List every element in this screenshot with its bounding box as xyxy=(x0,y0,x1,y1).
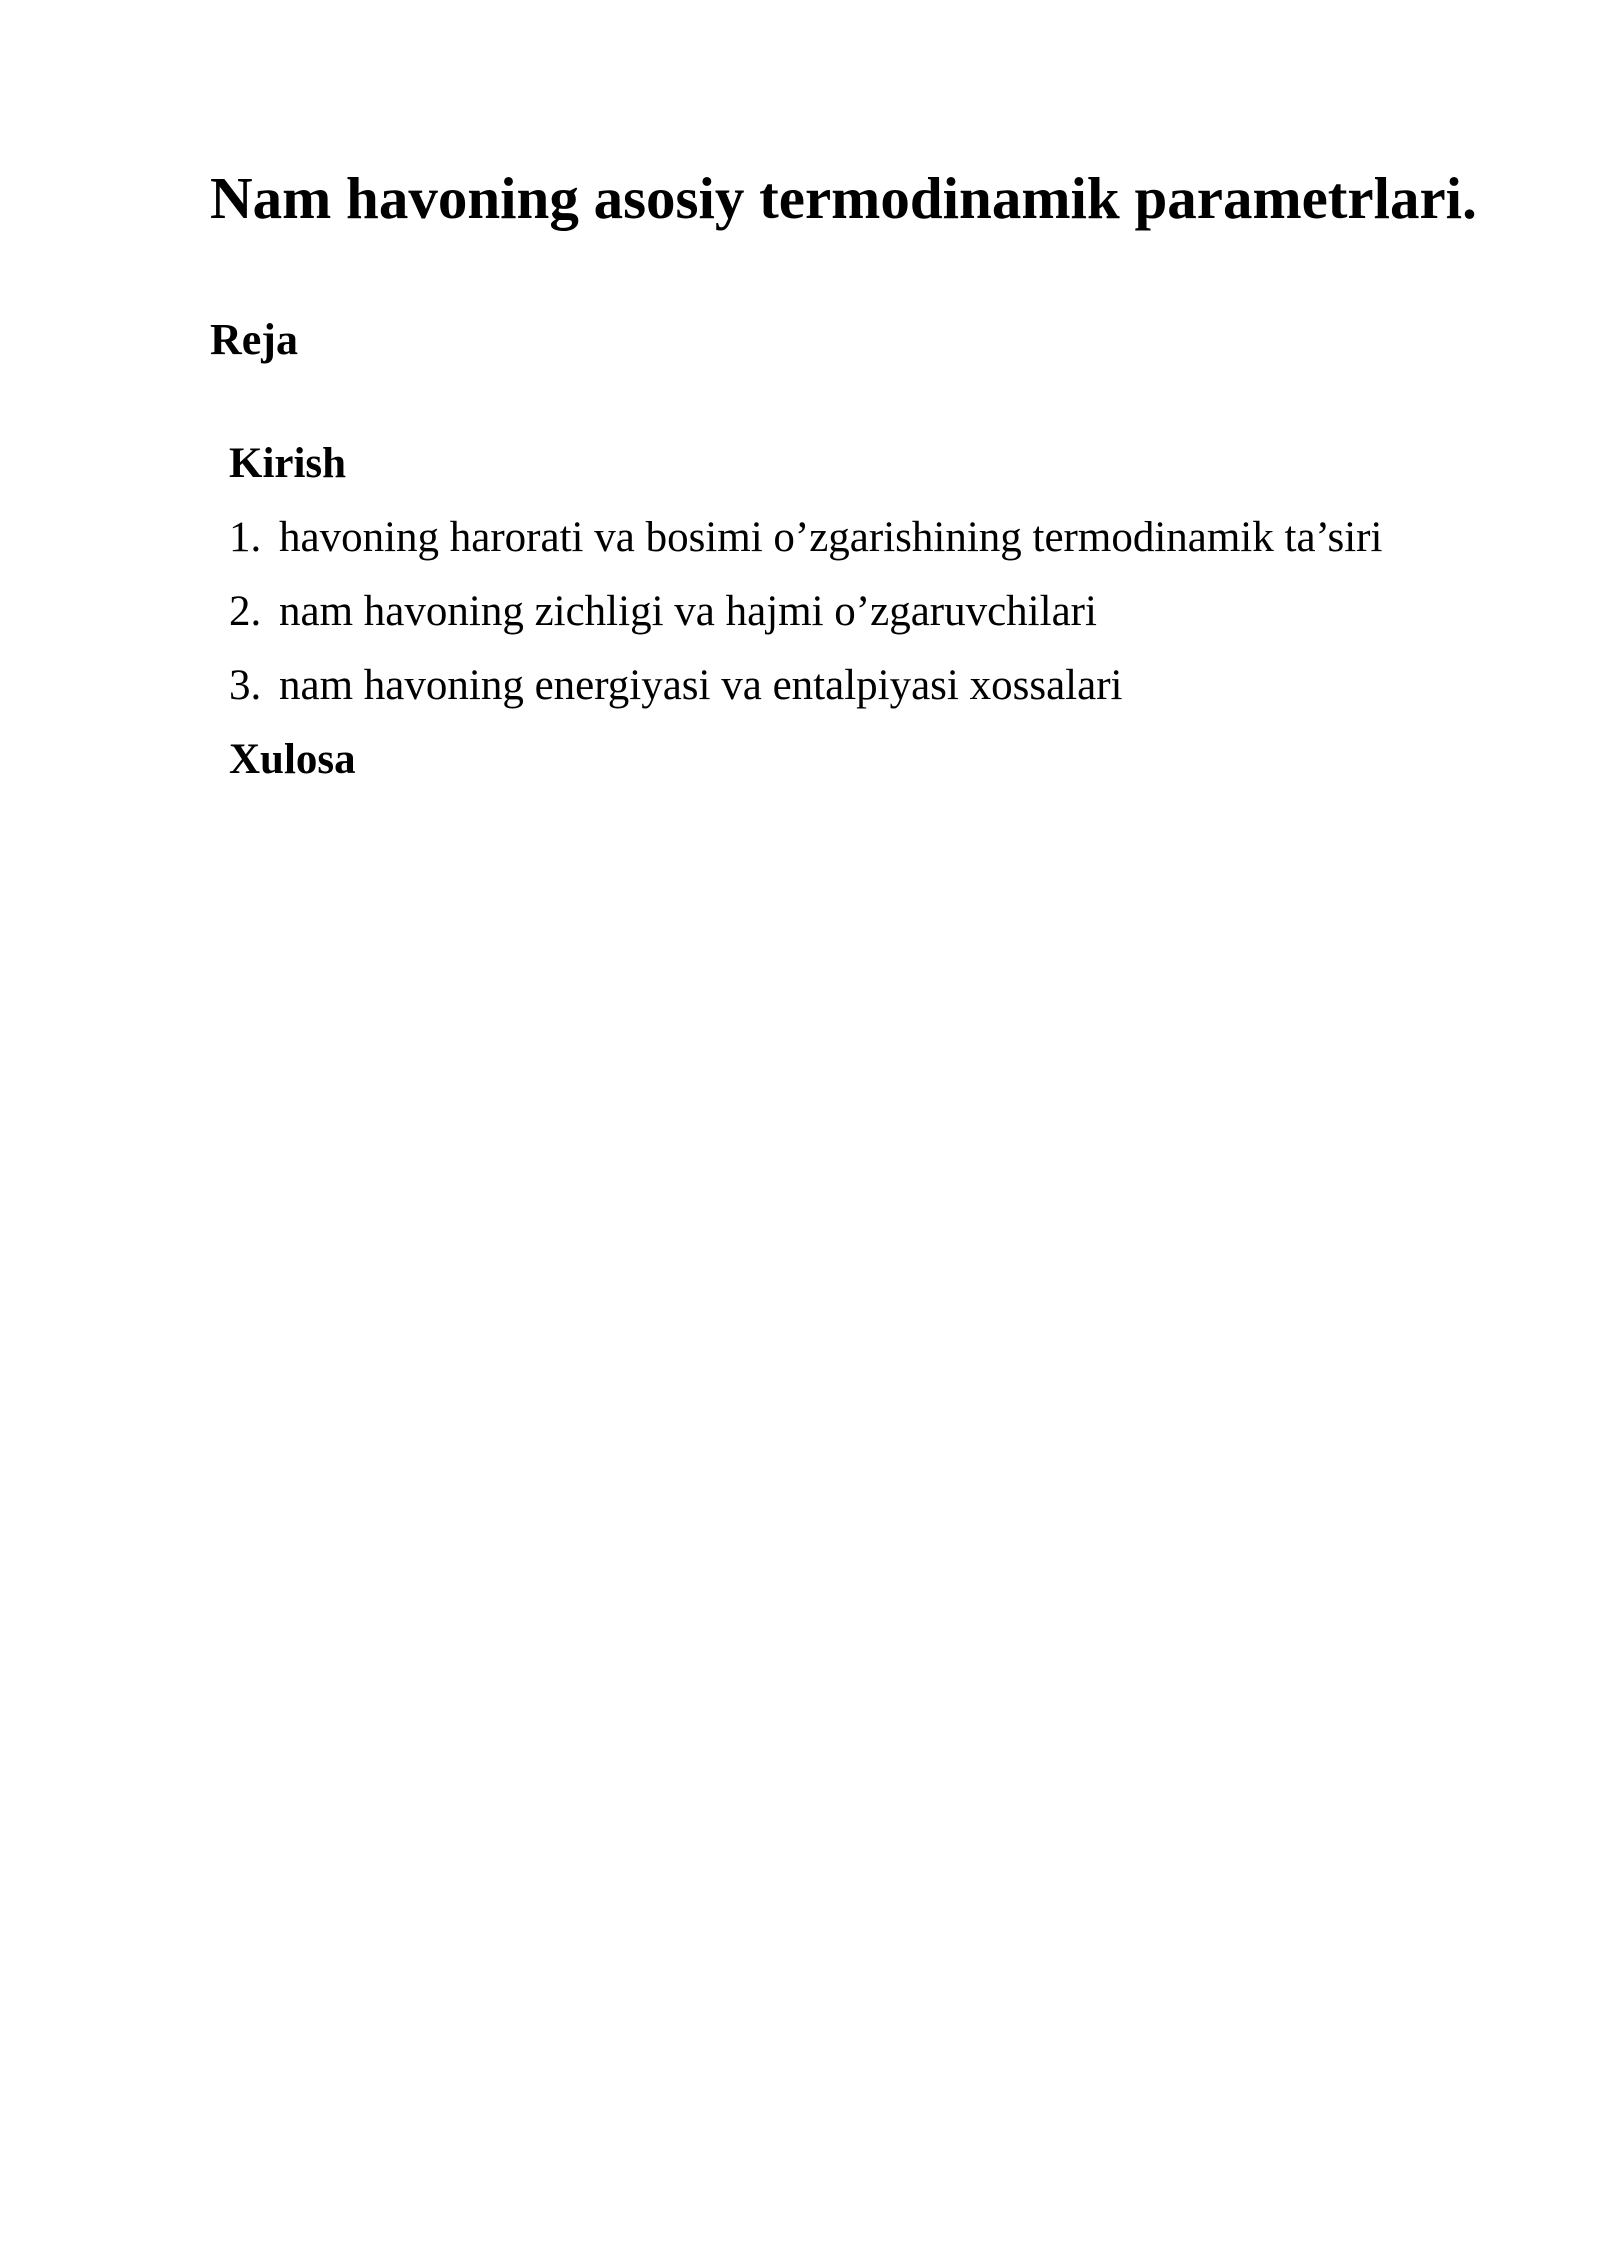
plan-heading: Reja xyxy=(210,315,298,364)
plan-outline xyxy=(229,427,1529,797)
plan-item-number: 3. xyxy=(229,662,262,709)
plan-item-number: 1. xyxy=(229,514,262,561)
plan-intro: Kirish xyxy=(229,440,347,487)
plan-item-text: nam havoning energiyasi va entalpiyasi xossalari xyxy=(279,662,1123,709)
plan-item xyxy=(229,575,1529,649)
plan-item xyxy=(229,501,1529,575)
plan-conclusion: Xulosa xyxy=(229,736,356,783)
plan-item-number: 2. xyxy=(229,588,262,635)
plan-item xyxy=(229,649,1529,723)
plan-item-text: nam havoning zichligi va hajmi o’zgaruvchilari xyxy=(279,588,1097,635)
plan-item-text: havoning harorati va bosimi o’zgarishining termodinamik ta’siri xyxy=(279,514,1383,561)
document-title: Nam havoning asosiy termodinamik parametrlari. xyxy=(210,165,1477,231)
